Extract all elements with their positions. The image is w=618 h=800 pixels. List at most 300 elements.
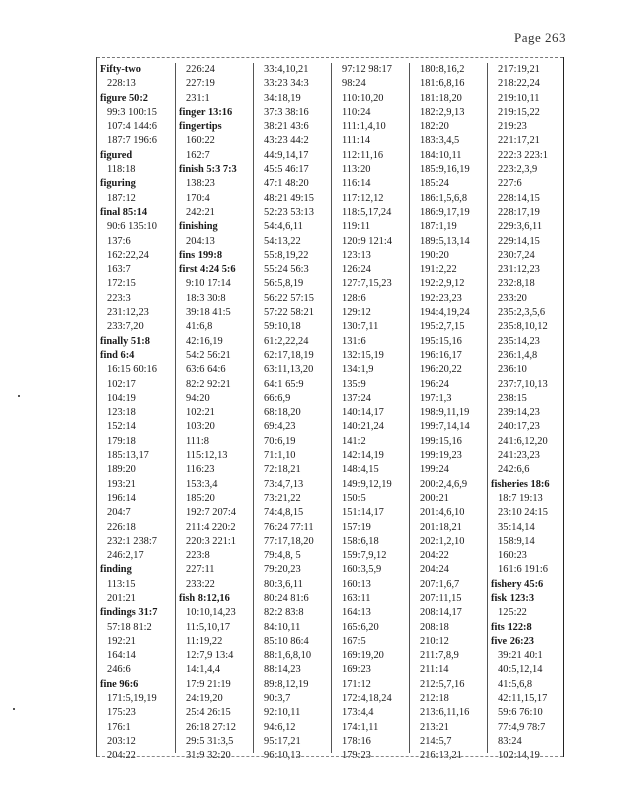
index-reference: 99:3 100:15 — [107, 106, 157, 118]
index-reference: 241:6,12,20 — [498, 435, 548, 447]
index-reference: 211:4 220:2 — [186, 521, 236, 533]
index-reference: 76:24 77:11 — [264, 521, 314, 533]
index-reference: 202:1,2,10 — [420, 535, 465, 547]
index-reference: 169:19,20 — [342, 650, 384, 662]
index-reference: 221:17,21 — [498, 135, 540, 147]
index-reference: 207:1,6,7 — [420, 578, 460, 590]
index-term: fits 122:8 — [491, 621, 532, 633]
index-term: fingertips — [179, 121, 222, 133]
index-column-3 — [253, 63, 332, 762]
index-reference: 102:21 — [186, 407, 215, 419]
index-term: fins 199:8 — [179, 249, 223, 261]
index-reference: 185:24 — [420, 178, 449, 190]
index-reference: 80:3,6,11 — [264, 578, 303, 590]
index-reference: 192:23,23 — [420, 292, 462, 304]
index-reference: 171:5,19,19 — [107, 693, 157, 705]
index-reference: 43:23 44:2 — [264, 135, 309, 147]
index-term: fish 8:12,16 — [179, 592, 230, 604]
index-term: fishery 45:6 — [491, 578, 544, 590]
index-reference: 192:21 — [107, 635, 136, 647]
index-reference: 142:14,19 — [342, 450, 384, 462]
index-reference: 148:4,15 — [342, 464, 379, 476]
index-term: finding — [100, 564, 132, 576]
index-reference: 210:12 — [420, 635, 449, 647]
index-reference: 181:18,20 — [420, 92, 462, 104]
index-reference: 187:12 — [107, 192, 136, 204]
index-reference: 113:20 — [342, 164, 371, 176]
index-reference: 90:6 135:10 — [107, 221, 157, 233]
index-reference: 192:7 207:4 — [186, 507, 236, 519]
index-reference: 201:18,21 — [420, 521, 462, 533]
index-column-4 — [331, 63, 410, 762]
index-term: Fifty-two — [100, 64, 141, 75]
index-reference: 115:12,13 — [186, 450, 228, 462]
index-reference: 172:4,18,24 — [342, 693, 392, 705]
index-reference: 228:17,19 — [498, 206, 540, 218]
index-reference: 131:6 — [342, 335, 366, 347]
index-column-5 — [409, 63, 488, 762]
index-reference: 158:9,14 — [498, 535, 535, 547]
index-reference: 94:20 — [186, 392, 210, 404]
index-reference: 71:1,10 — [264, 450, 296, 462]
index-reference: 94:6,12 — [264, 721, 296, 733]
index-reference: 84:10,11 — [264, 621, 301, 633]
index-reference: 57:18 81:2 — [107, 621, 152, 633]
index-reference: 179:23 — [342, 750, 371, 762]
index-reference: 103:20 — [186, 421, 215, 433]
index-reference: 102:14,19 — [498, 750, 540, 762]
index-reference: 12:7,9 13:4 — [186, 650, 234, 662]
index-reference: 213:6,11,16 — [420, 707, 470, 719]
index-reference: 9:10 17:14 — [186, 278, 231, 290]
index-reference: 242:21 — [186, 206, 215, 218]
index-reference: 150:5 — [342, 492, 366, 504]
index-term: finally 51:8 — [100, 335, 150, 347]
index-reference: 201:21 — [107, 592, 136, 604]
index-reference: 195:15,16 — [420, 335, 462, 347]
index-reference: 160:23 — [498, 550, 527, 562]
index-reference: 216:13,21 — [420, 750, 462, 762]
index-reference: 117:12,12 — [342, 192, 384, 204]
index-reference: 137:24 — [342, 392, 371, 404]
index-reference: 72:18,21 — [264, 464, 301, 476]
index-reference: 208:18 — [420, 621, 449, 633]
index-reference: 41:5,6,8 — [498, 678, 533, 690]
index-reference: 70:6,19 — [264, 435, 296, 447]
index-column-2 — [175, 63, 254, 762]
index-reference: 38:21 43:6 — [264, 121, 309, 133]
index-reference: 129:12 — [342, 307, 371, 319]
index-reference: 223:8 — [186, 550, 210, 562]
index-reference: 193:21 — [107, 478, 136, 490]
index-reference: 187:1,19 — [420, 221, 457, 233]
index-reference: 196:16,17 — [420, 349, 462, 361]
index-reference: 204:7 — [107, 507, 131, 519]
index-term: figure 50:2 — [100, 92, 149, 104]
index-reference: 92:10,11 — [264, 707, 301, 719]
index-reference: 42:16,19 — [186, 335, 223, 347]
index-reference: 186:1,5,6,8 — [420, 192, 468, 204]
index-reference: 56:22 57:15 — [264, 292, 314, 304]
index-reference: 88:14,23 — [264, 664, 301, 676]
index-reference: 88:1,6,8,10 — [264, 650, 312, 662]
index-reference: 178:16 — [342, 735, 371, 747]
scan-speck — [18, 395, 20, 397]
index-reference: 54:2 56:21 — [186, 349, 231, 361]
index-reference: 199:24 — [420, 464, 449, 476]
index-reference: 185:9,16,19 — [420, 164, 470, 176]
index-reference: 132:15,19 — [342, 349, 384, 361]
index-reference: 199:7,14,14 — [420, 421, 470, 433]
index-reference: 25:4 26:15 — [186, 707, 231, 719]
index-reference: 62:17,18,19 — [264, 349, 314, 361]
index-reference: 23:10 24:15 — [498, 507, 548, 519]
index-reference: 160:3,5,9 — [342, 564, 382, 576]
index-term: fisk 123:3 — [491, 592, 535, 604]
index-reference: 207:11,15 — [420, 592, 462, 604]
index-reference: 219:10,11 — [498, 92, 540, 104]
index-reference: 196:24 — [420, 378, 449, 390]
index-reference: 212:18 — [420, 693, 449, 705]
index-reference: 185:13,17 — [107, 450, 149, 462]
index-reference: 80:24 81:6 — [264, 592, 309, 604]
index-reference: 95:17,21 — [264, 735, 301, 747]
index-reference: 160:13 — [342, 578, 371, 590]
index-term: find 6:4 — [100, 349, 135, 361]
index-reference: 196:14 — [107, 492, 136, 504]
index-reference: 233:7,20 — [107, 321, 144, 333]
index-reference: 74:4,8,15 — [264, 507, 304, 519]
index-reference: 11:5,10,17 — [186, 621, 231, 633]
index-frame — [96, 57, 564, 762]
index-reference: 83:24 — [498, 735, 522, 747]
index-reference: 220:3 221:1 — [186, 535, 236, 547]
index-term: fine 96:6 — [100, 678, 139, 690]
index-reference: 126:24 — [342, 264, 371, 276]
index-reference: 204:22 — [107, 750, 136, 762]
index-reference: 120:9 121:4 — [342, 235, 392, 247]
index-reference: 226:24 — [186, 64, 215, 75]
index-reference: 37:3 38:16 — [264, 106, 309, 118]
index-reference: 171:12 — [342, 678, 371, 690]
index-reference: 175:23 — [107, 707, 136, 719]
index-reference: 63:11,13,20 — [264, 364, 314, 376]
index-reference: 110:10,20 — [342, 92, 384, 104]
index-reference: 119:11 — [342, 221, 371, 233]
index-reference: 182:2,9,13 — [420, 106, 465, 118]
index-reference: 35:14,14 — [498, 521, 535, 533]
index-reference: 170:4 — [186, 192, 210, 204]
index-reference: 97:12 98:17 — [342, 64, 392, 75]
index-reference: 34:18,19 — [264, 92, 301, 104]
index-reference: 180:8,16,2 — [420, 64, 465, 75]
index-reference: 235:14,23 — [498, 335, 540, 347]
index-reference: 246:6 — [107, 664, 131, 676]
scan-speck — [13, 708, 15, 710]
index-column-1 — [97, 63, 175, 762]
index-reference: 73:4,7,13 — [264, 478, 304, 490]
index-term: finger 13:16 — [179, 106, 233, 118]
index-reference: 102:17 — [107, 378, 136, 390]
index-reference: 39:18 41:5 — [186, 307, 231, 319]
index-reference: 47:1 48:20 — [264, 178, 309, 190]
index-reference: 164:13 — [342, 607, 371, 619]
index-reference: 17:9 21:19 — [186, 678, 231, 690]
index-reference: 233:22 — [186, 578, 215, 590]
index-reference: 137:6 — [107, 235, 131, 247]
index-reference: 226:18 — [107, 521, 136, 533]
index-reference: 160:22 — [186, 135, 215, 147]
index-reference: 111:1,4,10 — [342, 121, 386, 133]
index-reference: 173:4,4 — [342, 707, 374, 719]
index-term: final 85:14 — [100, 206, 148, 218]
index-reference: 169:23 — [342, 664, 371, 676]
index-reference: 134:1,9 — [342, 364, 374, 376]
index-reference: 77:17,18,20 — [264, 535, 314, 547]
index-reference: 118:18 — [107, 164, 136, 176]
index-reference: 141:2 — [342, 435, 366, 447]
index-reference: 167:5 — [342, 635, 366, 647]
index-reference: 26:18 27:12 — [186, 721, 236, 733]
index-reference: 98:24 — [342, 78, 366, 90]
index-reference: 231:1 — [186, 92, 210, 104]
index-column-6 — [487, 63, 566, 762]
index-reference: 14:1,4,4 — [186, 664, 221, 676]
index-reference: 123:18 — [107, 407, 136, 419]
index-reference: 68:18,20 — [264, 407, 301, 419]
index-reference: 140:21,24 — [342, 421, 384, 433]
index-reference: 82:2 92:21 — [186, 378, 231, 390]
index-reference: 116:23 — [186, 464, 215, 476]
index-reference: 63:6 64:6 — [186, 364, 226, 376]
index-reference: 113:15 — [107, 578, 136, 590]
index-reference: 246:2,17 — [107, 550, 144, 562]
index-term: figuring — [100, 178, 136, 190]
index-reference: 57:22 58:21 — [264, 307, 314, 319]
index-reference: 164:14 — [107, 650, 136, 662]
index-reference: 228:13 — [107, 78, 136, 90]
index-reference: 16:15 60:16 — [107, 364, 157, 376]
index-reference: 241:23,23 — [498, 450, 540, 462]
index-reference: 199:19,23 — [420, 450, 462, 462]
index-reference: 211:7,8,9 — [420, 650, 459, 662]
index-reference: 187:7 196:6 — [107, 135, 157, 147]
index-reference: 184:10,11 — [420, 149, 462, 161]
index-reference: 42:11,15,17 — [498, 693, 548, 705]
index-reference: 183:3,4,5 — [420, 135, 460, 147]
index-reference: 213:21 — [420, 721, 449, 733]
page-number: Page 263 — [513, 30, 566, 45]
index-reference: 231:12,23 — [107, 307, 149, 319]
index-reference: 227:19 — [186, 78, 215, 90]
index-reference: 198:9,11,19 — [420, 407, 470, 419]
index-reference: 165:6,20 — [342, 621, 379, 633]
index-reference: 186:9,17,19 — [420, 206, 470, 218]
index-reference: 118:5,17,24 — [342, 206, 392, 218]
index-reference: 61:2,22,24 — [264, 335, 309, 347]
index-reference: 204:13 — [186, 235, 215, 247]
index-reference: 211:14 — [420, 664, 449, 676]
index-reference: 48:21 49:15 — [264, 192, 314, 204]
index-reference: 82:2 83:8 — [264, 607, 304, 619]
index-reference: 237:7,10,13 — [498, 378, 548, 390]
index-reference: 111:8 — [186, 435, 209, 447]
index-reference: 223:3 — [107, 292, 131, 304]
index-reference: 90:3,7 — [264, 693, 291, 705]
index-reference: 79:4,8, 5 — [264, 550, 301, 562]
index-reference: 181:6,8,16 — [420, 78, 465, 90]
index-term: five 26:23 — [491, 635, 534, 647]
index-reference: 31:9 32:20 — [186, 750, 231, 762]
index-reference: 41:6,8 — [186, 321, 213, 333]
index-reference: 44:9,14,17 — [264, 149, 309, 161]
index-reference: 104:19 — [107, 392, 136, 404]
index-reference: 195:2,7,15 — [420, 321, 465, 333]
index-reference: 218:22,24 — [498, 78, 540, 90]
index-term: fisheries 18:6 — [491, 478, 550, 490]
index-reference: 130:7,11 — [342, 321, 379, 333]
index-reference: 151:14,17 — [342, 507, 384, 519]
index-reference: 236:10 — [498, 364, 527, 376]
index-reference: 116:14 — [342, 178, 371, 190]
index-reference: 235:2,3,5,6 — [498, 307, 546, 319]
index-reference: 189:5,13,14 — [420, 235, 470, 247]
index-reference: 192:2,9,12 — [420, 278, 465, 290]
index-reference: 33:4,10,21 — [264, 64, 309, 75]
index-reference: 69:4,23 — [264, 421, 296, 433]
index-reference: 152:14 — [107, 421, 136, 433]
index-reference: 161:6 191:6 — [498, 564, 548, 576]
index-reference: 138:23 — [186, 178, 215, 190]
index-reference: 159:7,9,12 — [342, 550, 387, 562]
index-reference: 191:2,22 — [420, 264, 457, 276]
index-reference: 127:7,15,23 — [342, 278, 392, 290]
index-reference: 135:9 — [342, 378, 366, 390]
index-reference: 214:5,7 — [420, 735, 452, 747]
index-reference: 123:13 — [342, 249, 371, 261]
index-reference: 200:21 — [420, 492, 449, 504]
index-reference: 162:7 — [186, 149, 210, 161]
index-reference: 140:14,17 — [342, 407, 384, 419]
index-reference: 163:7 — [107, 264, 131, 276]
index-reference: 204:22 — [420, 550, 449, 562]
index-reference: 163:11 — [342, 592, 371, 604]
index-reference: 172:15 — [107, 278, 136, 290]
index-reference: 29:5 31:3,5 — [186, 735, 234, 747]
index-reference: 59:10,18 — [264, 321, 301, 333]
index-reference: 157:19 — [342, 521, 371, 533]
index-reference: 200:2,4,6,9 — [420, 478, 468, 490]
index-reference: 73:21,22 — [264, 492, 301, 504]
index-reference: 229:14,15 — [498, 235, 540, 247]
index-reference: 153:3,4 — [186, 478, 218, 490]
index-reference: 24:19,20 — [186, 693, 223, 705]
index-reference: 66:6,9 — [264, 392, 291, 404]
index-reference: 227:6 — [498, 178, 522, 190]
index-reference: 182:20 — [420, 121, 449, 133]
index-reference: 236:1,4,8 — [498, 349, 538, 361]
index-reference: 107:4 144:6 — [107, 121, 157, 133]
index-term: finishing — [179, 221, 218, 233]
index-term: findings 31:7 — [100, 607, 158, 619]
index-reference: 174:1,11 — [342, 721, 379, 733]
index-reference: 212:5,7,16 — [420, 678, 465, 690]
index-reference: 85:10 86:4 — [264, 635, 309, 647]
index-reference: 208:14,17 — [420, 607, 462, 619]
index-reference: 110:24 — [342, 106, 371, 118]
index-reference: 54:4,6,11 — [264, 221, 303, 233]
index-reference: 111:14 — [342, 135, 371, 147]
index-reference: 56:5,8,19 — [264, 278, 304, 290]
index-reference: 217:19,21 — [498, 64, 540, 75]
index-reference: 40:5,12,14 — [498, 664, 543, 676]
index-reference: 89:8,12,19 — [264, 678, 309, 690]
index-reference: 232:8,18 — [498, 278, 535, 290]
index-reference: 54:13,22 — [264, 235, 301, 247]
index-reference: 233:20 — [498, 292, 527, 304]
index-term: finish 5:3 7:3 — [179, 164, 237, 176]
index-reference: 190:20 — [420, 249, 449, 261]
index-reference: 201:4,6,10 — [420, 507, 465, 519]
index-reference: 240:17,23 — [498, 421, 540, 433]
index-reference: 219:23 — [498, 121, 527, 133]
index-reference: 230:7,24 — [498, 249, 535, 261]
index-reference: 162:22,24 — [107, 249, 149, 261]
index-reference: 231:12,23 — [498, 264, 540, 276]
index-reference: 228:14,15 — [498, 192, 540, 204]
index-reference: 18:3 30:8 — [186, 292, 226, 304]
index-reference: 223:2,3,9 — [498, 164, 538, 176]
index-reference: 197:1,3 — [420, 392, 452, 404]
index-reference: 189:20 — [107, 464, 136, 476]
index-reference: 238:15 — [498, 392, 527, 404]
index-reference: 229:3,6,11 — [498, 221, 543, 233]
index-reference: 112:11,16 — [342, 149, 384, 161]
index-reference: 232:1 238:7 — [107, 535, 157, 547]
index-reference: 52:23 53:13 — [264, 206, 314, 218]
index-reference: 219:15,22 — [498, 106, 540, 118]
index-reference: 204:24 — [420, 564, 449, 576]
index-reference: 39:21 40:1 — [498, 650, 543, 662]
index-reference: 239:14,23 — [498, 407, 540, 419]
index-reference: 33:23 34:3 — [264, 78, 309, 90]
index-reference: 10:10,14,23 — [186, 607, 236, 619]
index-reference: 176:1 — [107, 721, 131, 733]
index-reference: 179:18 — [107, 435, 136, 447]
index-reference: 222:3 223:1 — [498, 149, 548, 161]
index-reference: 227:11 — [186, 564, 215, 576]
index-reference: 199:15,16 — [420, 435, 462, 447]
index-reference: 55:24 56:3 — [264, 264, 309, 276]
index-reference: 242:6,6 — [498, 464, 530, 476]
index-reference: 18:7 19:13 — [498, 492, 543, 504]
index-reference: 235:8,10,12 — [498, 321, 548, 333]
index-reference: 158:6,18 — [342, 535, 379, 547]
index-reference: 79:20,23 — [264, 564, 301, 576]
index-reference: 128:6 — [342, 292, 366, 304]
index-reference: 64:1 65:9 — [264, 378, 304, 390]
index-reference: 11:19,22 — [186, 635, 223, 647]
index-reference: 196:20,22 — [420, 364, 462, 376]
index-reference: 125:22 — [498, 607, 527, 619]
index-reference: 77:4,9 78:7 — [498, 721, 546, 733]
index-term: figured — [100, 149, 133, 161]
index-reference: 185:20 — [186, 492, 215, 504]
index-reference: 203:12 — [107, 735, 136, 747]
index-reference: 55:8,19,22 — [264, 249, 309, 261]
index-reference: 45:5 46:17 — [264, 164, 309, 176]
index-reference: 149:9,12,19 — [342, 478, 392, 490]
